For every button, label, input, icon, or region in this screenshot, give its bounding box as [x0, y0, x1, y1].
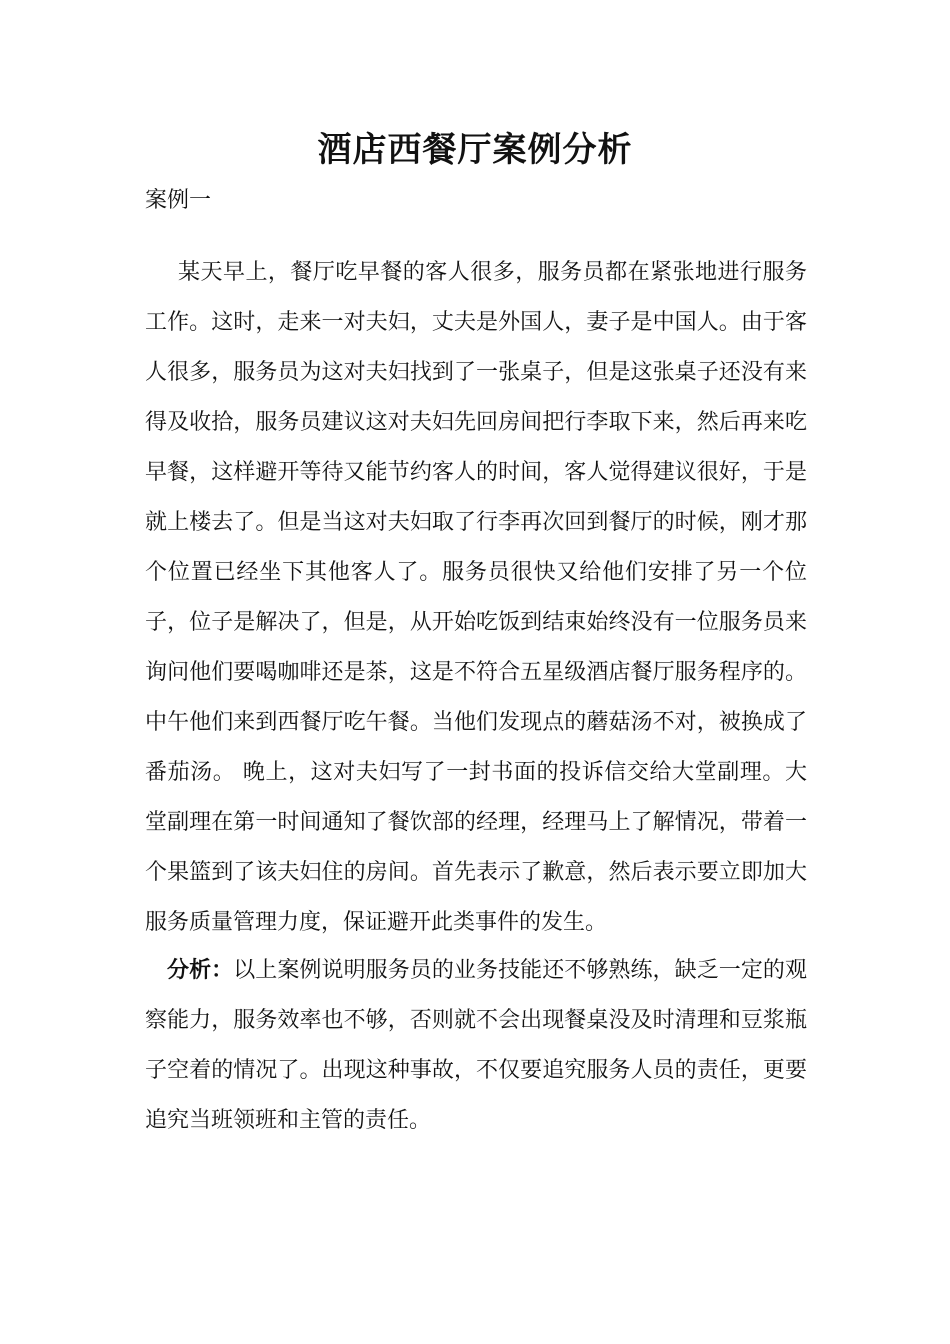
case-narrative-paragraph: 某天早上，餐厅吃早餐的客人很多，服务员都在紧张地进行服务工作。这时，走来一对夫妇，丈夫是外国人，妻子是中国人。由于客人很多，服务员为这对夫妇找到了一张桌子，但是这张桌子还没有来得及收拾，服务员建议这对夫妇先回房间把行李取下来，然后再来吃早餐，这样避开等待又能节约客人的时间，客人觉得建议很好，于是就上楼去了。但是当这对夫妇取了行李再次回到餐厅的时候，刚才那个位置已经坐下其他客人了。服务员很快又给他们安排了另一个位子，位子是解决了，但是，从开始吃饭到结束始终没有一位服务员来询问他们要喝咖啡还是茶，这是不符合五星级酒店餐厅服务程序的。中午他们来到西餐厅吃午餐。当他们发现点的蘑菇汤不对，被换成了番茄汤。 晚上，这对夫妇写了一封书面的投诉信交给大堂副理。大堂副理在第一时间通知了餐饮部的经理，经理马上了解情况，带着一个果篮到了该夫妇住的房间。首先表示了歉意，然后表示要立即加大服务质量管理力度，保证避开此类事件的发生。: [145, 260, 807, 935]
analysis-label: 分析：: [167, 957, 234, 983]
page-title: 酒店西餐厅案例分析: [317, 130, 633, 170]
case-label: 案例一: [145, 188, 212, 213]
analysis-paragraph: [145, 945, 807, 1146]
analysis-text: 以上案例说明服务员的业务技能还不够熟练，缺乏一定的观察能力，服务效率也不够，否则就不会出现餐桌没及时清理和豆浆瓶子空着的情况了。出现这种事故，不仅要追究服务人员的责任，更要追究当班领班和主管的责任。: [145, 958, 807, 1133]
